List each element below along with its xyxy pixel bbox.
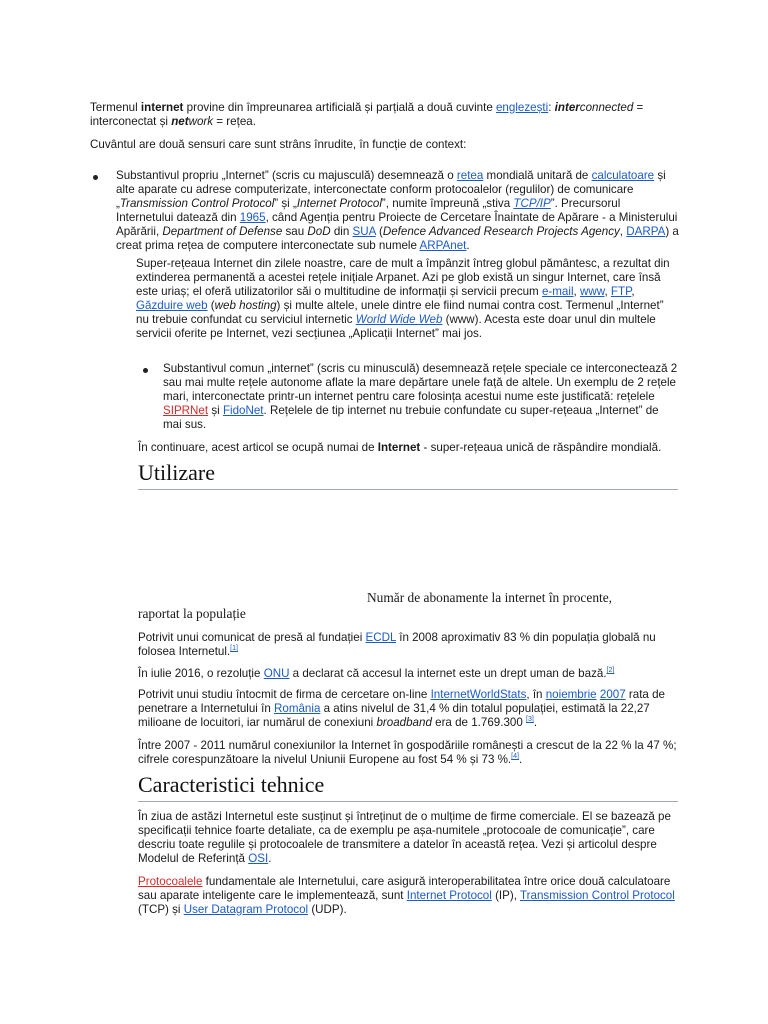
text: provine din împreunarea artificială și parțială a două cuvinte	[183, 101, 496, 114]
text: și alte aparate cu adrese computerizate, interconectate conform protocoalelor (regulilor) de comunicare „	[116, 169, 666, 210]
text: era de 1.769.300	[431, 716, 527, 729]
text: .	[466, 239, 470, 252]
bullet-item-internet-common	[163, 362, 679, 432]
link-world-wide-web-label: World Wide Web	[355, 313, 443, 326]
text: , când Agenția pentru Proiecte de Cercetare Înaintate de Apărare - a Ministerului Apărării,	[116, 211, 678, 238]
caracteristici-paragraph-1	[138, 810, 679, 866]
text: (TCP) și	[138, 903, 184, 916]
intro-paragraph	[90, 101, 680, 129]
image-caption-line-2: raportat la populație	[138, 606, 246, 621]
text: Termenul	[90, 101, 141, 114]
text: sau	[282, 225, 308, 238]
section-heading-utilizare: Utilizare	[138, 460, 678, 490]
text: ”. Precursorul Internetului datează din	[116, 197, 621, 224]
text: , în	[526, 688, 546, 701]
italic-connected: connected	[579, 101, 634, 114]
text: ”, numite împreună „stiva	[381, 197, 514, 210]
text: (UDP).	[308, 903, 347, 916]
link-1965[interactable]: 1965	[239, 211, 266, 224]
link-calculatoare[interactable]: calculatoare	[591, 169, 655, 182]
text: În continuare, acest articol se ocupă numai de	[138, 441, 378, 454]
bold-italic-inter: inter	[554, 101, 580, 114]
text: (	[207, 299, 215, 312]
bullet-dot	[93, 175, 98, 180]
text: - super-rețeaua unică de răspândire mondială.	[420, 441, 662, 454]
text: din	[330, 225, 353, 238]
link-englezesti[interactable]: englezești	[495, 101, 549, 114]
indented-paragraph	[136, 257, 679, 341]
link-protocoalele[interactable]: Protocoalele	[138, 875, 203, 888]
text: :	[548, 101, 555, 114]
link-transmission-control-protocol[interactable]: Transmission Control Protocol	[519, 889, 675, 902]
bold-text: Internet	[377, 441, 421, 454]
link-world-wide-web[interactable]	[356, 313, 443, 326]
link-tcpip[interactable]	[513, 197, 550, 210]
text: ,	[619, 225, 627, 238]
link-fidonet[interactable]: FidoNet	[222, 404, 264, 417]
text: ,	[631, 285, 635, 298]
text: Substantivul propriu „Internet” (scris cu majusculă) desemnează o	[116, 169, 457, 182]
image-caption-line-1: Număr de abonamente la internet în procente,	[367, 590, 613, 605]
link-siprnet[interactable]: SIPRNet	[163, 404, 209, 417]
link-onu[interactable]: ONU	[263, 667, 290, 680]
italic-text: Department of Defense	[162, 225, 283, 238]
reference-1[interactable]: [1]	[230, 645, 238, 653]
utilizare-paragraph-stats	[138, 688, 679, 730]
text: = interconectat și	[90, 101, 644, 128]
text: . Rețelele de tip internet nu trebuie confundate cu super-rețeaua „Internet” de mai sus.	[163, 404, 659, 431]
text: (www). Acesta este doar unul din multele servicii oferite pe Internet, vezi secțiunea „Aplicații Internet” mai jos.	[136, 313, 656, 340]
link-ecdl[interactable]: ECDL	[365, 631, 396, 644]
intro-paragraph-2: Cuvântul are două sensuri care sunt strâns înrudite, în funcție de context:	[90, 138, 467, 151]
text: fundamentale ale Internetului, care asigură interoperabilitatea între orice două calculatoare sau aparate inteligente care le implementează, sunt	[138, 875, 671, 902]
text: (	[375, 225, 383, 238]
link-internetworldstats[interactable]: InternetWorldStats	[430, 688, 527, 701]
italic-text: Internet Protocol	[296, 197, 382, 210]
utilizare-paragraph-romania	[138, 739, 679, 767]
bullet-dot	[143, 368, 148, 373]
text: ,	[573, 285, 580, 298]
link-2007[interactable]: 2007	[599, 688, 626, 701]
reference-3[interactable]: [3]	[526, 716, 534, 724]
text: Potrivit unui studiu întocmit de firma de cercetare on-line	[138, 688, 431, 701]
bullet-item-internet-proper	[116, 169, 679, 253]
text: ) și multe altele, unele dintre ele fiind numai contra cost. Termenul „Internet” nu trebuie confundat cu serviciul internetic	[136, 299, 664, 326]
link-gazduire-web[interactable]: Găzduire web	[136, 299, 208, 312]
text: și	[208, 404, 223, 417]
reference-4[interactable]: [4]	[511, 753, 519, 761]
text: = rețea.	[213, 115, 256, 128]
text: în 2008 aproximativ 83 % din populația globală nu folosea Internetul.	[138, 631, 656, 658]
text: .	[268, 852, 272, 865]
link-osi[interactable]: OSI	[248, 852, 269, 865]
text: a declarat că accesul la internet este un drept uman de bază.	[289, 667, 607, 680]
utilizare-paragraph-ecdl	[138, 631, 679, 659]
text: Potrivit unui comunicat de presă al fundației	[138, 631, 366, 644]
italic-work: work	[188, 115, 214, 128]
utilizare-paragraph-onu	[138, 667, 679, 681]
text: ) a creat prima rețea de computere interconectate sub numele	[116, 225, 679, 252]
italic-text: Defence Advanced Research Projects Agency	[382, 225, 620, 238]
text: (IP),	[491, 889, 520, 902]
text: În ziua de astăzi Internetul este susținut și întreținut de o mulțime de firme comerciale. El se bazează pe specificații tehnice foarte detaliate, ca de exemplu pe așa-numitele „protocoale de comunicație”, care descriu toate regulile și protocoalele de transmitere a datelor în această rețea. Vezi și articolul despre Modelul de Referință	[138, 810, 671, 865]
link-arpanet[interactable]: ARPAnet	[419, 239, 467, 252]
link-sua[interactable]: SUA	[352, 225, 376, 238]
link-www[interactable]: www	[579, 285, 605, 298]
link-tcpip-label: TCP/IP	[513, 197, 551, 210]
section-heading-caracteristici-tehnice: Caracteristici tehnice	[138, 772, 678, 802]
text: mondială unitară de	[483, 169, 592, 182]
italic-text: web hosting	[214, 299, 277, 312]
bold-italic-net: net	[171, 115, 189, 128]
text: Substantivul comun „internet” (scris cu minusculă) desemnează rețele speciale ce interconectează 2 sau mai multe rețele autonome aflate la mare depărtare unele față de altele. Un exemplu de 2 rețele mari, interconectate printr-un internet pentru care folosința acestui nume este justificată: rețelele	[163, 362, 678, 403]
text: ,	[604, 285, 611, 298]
link-email[interactable]: e-mail	[541, 285, 574, 298]
text: Super-rețeaua Internet din zilele noastre, care de mult a împânzit întreg globul pământesc, a rezultat din extinderea permanentă a acestei rețele inițiale Arpanet. Azi pe glob există un singur Internet, care însă este uriaș; el oferă utilizatorilor săi o multitudine de informații și servicii precum	[136, 257, 670, 298]
link-retea[interactable]: retea	[456, 169, 484, 182]
text: .	[533, 716, 538, 729]
text: a atins nivelul de 31,4 % din totalul populației, estimată la 22,27 milioane de locuitori, iar numărul de conexiuni	[138, 702, 650, 729]
link-darpa[interactable]: DARPA	[626, 225, 666, 238]
bold-term-internet: internet	[140, 101, 184, 114]
link-romania[interactable]: România	[274, 702, 321, 715]
link-user-datagram-protocol[interactable]: User Datagram Protocol	[183, 903, 309, 916]
text: În iulie 2016, o rezoluție	[138, 667, 264, 680]
caracteristici-paragraph-2	[138, 875, 679, 917]
italic-text: DoD	[307, 225, 331, 238]
text: Între 2007 - 2011 numărul conexiunilor la Internet în gospodăriile românești a crescut de la 22 % la 47 %; cifrele corespunzătoare la nivelul Uniunii Europene au fost 54 % și 73 %.	[138, 739, 677, 766]
link-internet-protocol[interactable]: Internet Protocol	[406, 889, 492, 902]
link-noiembrie[interactable]: noiembrie	[545, 688, 597, 701]
italic-text: Transmission Control Protocol	[119, 197, 275, 210]
text: rata de penetrare a Internetului în	[138, 688, 665, 715]
reference-2[interactable]: [2]	[606, 667, 615, 675]
italic-text: broadband	[376, 716, 432, 729]
text: .	[518, 753, 523, 766]
link-ftp[interactable]: FTP	[610, 285, 632, 298]
continuation-paragraph	[138, 441, 698, 455]
text: ” și „	[274, 197, 297, 210]
